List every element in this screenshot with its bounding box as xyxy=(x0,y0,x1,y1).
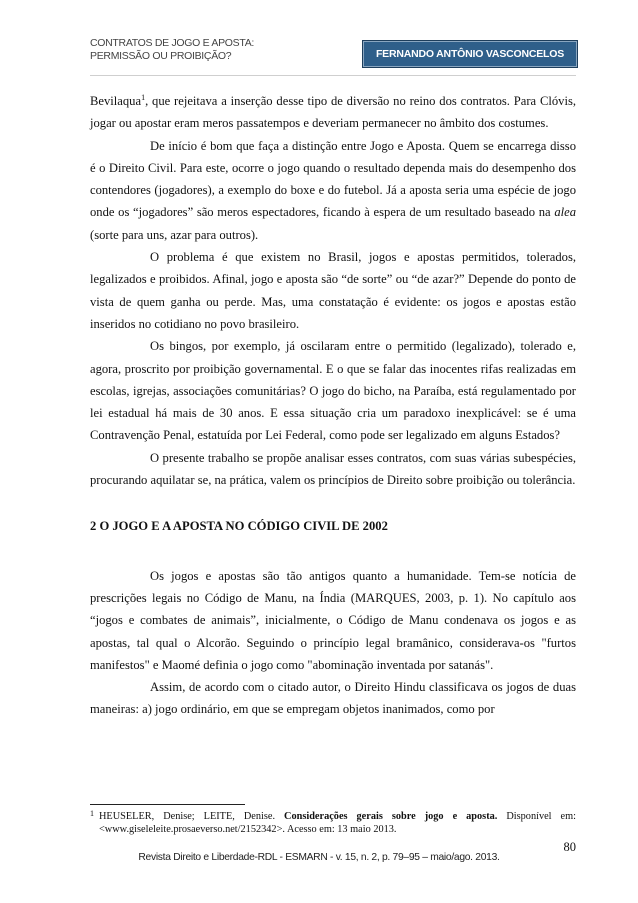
paragraph-4: Os bingos, por exemplo, já oscilaram entre o permitido (legalizado), tolerado e, agora, proscrito por proibição governamental. E o que se falar das inocentes rifas realizadas em escolas, igrejas, associações comunitárias? O jogo do bicho, na Paraíba, está regulamentado por lei estadual há mais de 30 anos. E essa situação cria um paradoxo inexplicável: se é uma Contravenção Penal, estatuída por Lei Federal, como pode ser legalizado em alguns Estados? xyxy=(90,339,576,443)
running-header-line2: PERMISSÃO OU PROIBIÇÃO? xyxy=(90,50,232,62)
running-header-title xyxy=(90,37,254,63)
footnote-source: Disponível em: <www.giseleleite.prosaeverso.net/2152342>. Acesso em: 13 maio 2013. xyxy=(99,811,576,835)
header-divider xyxy=(90,75,576,76)
paragraph-1-start: Bevilaqua xyxy=(90,94,142,108)
paragraph-1-rest: , que rejeitava a inserção desse tipo de diversão no reino dos contratos. Para Clóvis, jogar ou apostar eram meros passatempos e deveriam permanecer no âmbito dos costumes. xyxy=(90,94,576,131)
page-number: 80 xyxy=(563,840,576,854)
paragraph-7: Assim, de acordo com o citado autor, o Direito Hindu classificava os jogos de duas maneiras: a) jogo ordinário, em que se empregam objetos inanimados, como por xyxy=(90,680,576,717)
article-body xyxy=(90,90,576,721)
footnote-1 xyxy=(90,810,576,836)
paragraph-2-start: De início é bom que faça a distinção entre Jogo e Aposta. Quem se encarrega disso é o Direito Civil. Para este, ocorre o jogo quando o resultado dependa mais do desempenho dos contendores (jogadores), a exemplo do boxe e do futebol. Já a aposta seria uma espécie de jogo onde os “jogadores” são meros espectadores, ficando à espera de um resultado baseado na xyxy=(90,138,576,220)
running-header-line1: CONTRATOS DE JOGO E APOSTA: xyxy=(90,37,255,49)
alea-term: alea xyxy=(554,205,576,220)
footnote-title: Considerações gerais sobre jogo e aposta. xyxy=(284,811,498,822)
journal-footer: Revista Direito e Liberdade-RDL - ESMARN - v. 15, n. 2, p. 79–95 – maio/ago. 2013. xyxy=(138,852,500,863)
paragraph-3: O problema é que existem no Brasil, jogos e apostas permitidos, tolerados, legalizados e proibidos. Afinal, jogo e aposta são “de sorte” ou “de azar?” Depende do ponto de vista de quem ganha ou perde. Mas, uma constatação é evidente: os jogos e apostas estão inseridos no cotidiano no povo brasileiro. xyxy=(90,250,576,331)
paragraph-5: O presente trabalho se propõe analisar esses contratos, com suas várias subespécies, procurando aquilatar se, na prática, valem os princípios de Direito sobre proibição ou tolerância. xyxy=(90,450,576,488)
paragraph-1 xyxy=(90,90,576,135)
paragraph-2 xyxy=(90,135,576,246)
footnote-number: 1 xyxy=(90,809,94,818)
footnote-text xyxy=(90,810,576,836)
footnote-authors: HEUSELER, Denise; LEITE, Denise. xyxy=(99,811,285,822)
section-spacer xyxy=(90,491,576,506)
footnote-ref-1[interactable]: 1 xyxy=(141,92,146,102)
paragraph-6: Os jogos e apostas são tão antigos quanto a humanidade. Tem-se notícia de prescrições legais no Código de Manu, na Índia (MARQUES, 2003, p. 1). No capítulo aos “jogos e combates de animais”, inicialmente, o Código de Manu condenava os jogos e as apostas, tal qual o Alcorão. Seguindo o princípio legal bramânico, considerava-os "furtos manifestos" e Maomé definia o jogo como "abominação inventada por satanás". xyxy=(90,568,576,672)
footnote-divider xyxy=(90,804,245,805)
author-badge: FERNANDO ANTÔNIO VASCONCELOS xyxy=(362,40,578,68)
section-heading: 2 O JOGO E A APOSTA NO CÓDIGO CIVIL DE 2002 xyxy=(90,519,388,534)
paragraph-2-end: (sorte para uns, azar para outros). xyxy=(90,227,259,242)
